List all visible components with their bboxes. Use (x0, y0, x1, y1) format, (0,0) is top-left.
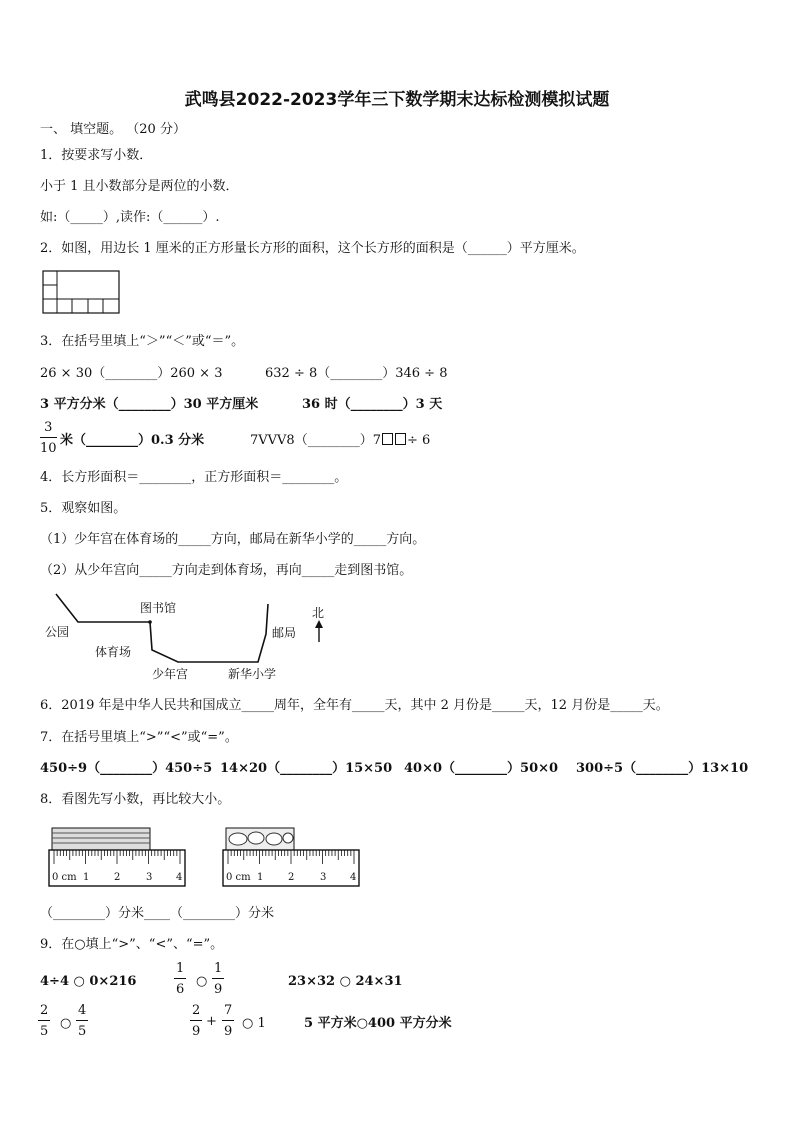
compare-item: 40×0（________）50×0 (404, 761, 559, 776)
ruler-tick-label: 0 cm (226, 872, 251, 883)
ruler-tick-label: 1 (83, 872, 90, 883)
north-label: 北 (312, 606, 325, 620)
ruler-tick-label: 4 (350, 872, 357, 883)
question-6-stem: 6．2019 年是中华人民共和国成立_____周年，全年有_____天，其中 2 月份是_____天，12 月份是_____天。 (40, 698, 669, 713)
section-heading: 一、 填空题。 （20 分） (40, 122, 186, 137)
compare-item: 632 ÷ 8（________）346 ÷ 8 (265, 366, 448, 381)
compare-item: 300÷5（________）13×10 (576, 761, 749, 776)
ruler-tick-label: 0 cm (52, 872, 77, 883)
fraction: $\frac{2}{9}$ (192, 1003, 201, 1039)
question-8-stem: 8．看图先写小数，再比较大小。 (40, 792, 231, 807)
ruler-tick-label: 1 (257, 872, 264, 883)
ruler-tick-label: 3 (320, 872, 327, 883)
map-label-post-office: 邮局 (272, 626, 297, 640)
fraction: $\frac{7}{9}$ (224, 1003, 233, 1039)
ruler-tick-label: 4 (176, 872, 183, 883)
compare-item: 5 平方米○400 平方分米 (304, 1016, 452, 1031)
compare-item: 4÷4 ○ 0×216 (40, 974, 137, 989)
question-5-part-1: （1）少年宫在体育场的_____方向，邮局在新华小学的_____方向。 (40, 532, 426, 547)
question-1-line: 小于 1 且小数部分是两位的小数． (40, 179, 239, 194)
compare-item: 14×20（________）15×50 (220, 761, 393, 776)
rectangle-grid-figure (42, 270, 122, 316)
compare-circle: ○ (60, 1016, 72, 1031)
map-label-park: 公园 (45, 625, 70, 639)
compare-item: 36 时（________）3 天 (302, 397, 443, 412)
question-7-stem: 7．在括号里填上“>”“<”或“=”。 (40, 730, 238, 745)
fraction: $\frac{3}{10}$ (40, 420, 57, 456)
compare-item: 26 × 30（________）260 × 3 (40, 366, 223, 381)
compare-circle: ○ (196, 974, 208, 989)
page-title: 武鸣县2022-2023学年三下数学期末达标检测模拟试题 (184, 90, 610, 110)
compare-item: 23×32 ○ 24×31 (288, 974, 403, 989)
question-1-answer: 如:（_____）,读作:（______）. (40, 210, 220, 225)
fraction: $\frac{2}{5}$ (40, 1003, 49, 1039)
question-1-stem: 1．按要求写小数． (40, 148, 153, 163)
blank-box (382, 433, 393, 445)
ruler-tick-label: 2 (114, 872, 121, 883)
blank-box (395, 433, 406, 445)
question-5-stem: 5．观察如图。 (40, 501, 127, 516)
compare-item: 7VVV8（________）7 ÷ 6 (250, 433, 431, 448)
question-9-stem: 9．在○填上“>”、“<”、“=”。 (40, 937, 224, 952)
compare-item: 3 平方分米（________）30 平方厘米 (40, 397, 259, 412)
compare-item: ○ 1 (242, 1016, 266, 1031)
map-label-library: 图书馆 (140, 601, 177, 615)
question-4-stem: 4．长方形面积＝________，正方形面积＝________。 (40, 470, 348, 485)
compare-item: 米（________）0.3 分米 (60, 433, 205, 448)
fraction: $\frac{1}{9}$ (214, 961, 223, 997)
question-5-part-2: （2）从少年宫向_____方向走到体育场，再向_____走到图书馆。 (40, 563, 413, 578)
map-label-stadium: 体育场 (95, 645, 132, 659)
ruler-tick-label: 3 (146, 872, 153, 883)
question-8-answer: （________）分米____（________）分米 (40, 906, 275, 921)
question-3-stem: 3．在括号里填上“＞”“＜”或“＝”。 (40, 334, 245, 349)
map-label-school: 新华小学 (228, 667, 277, 681)
fraction: $\frac{1}{6}$ (176, 961, 185, 997)
map-label-youth-palace: 少年宫 (152, 667, 189, 681)
compare-item: 450÷9（________）450÷5 (40, 761, 213, 776)
ruler-tick-label: 2 (288, 872, 295, 883)
question-2-stem: 2．如图，用边长 1 厘米的正方形量长方形的面积，这个长方形的面积是（______）平方厘米。 (40, 241, 585, 256)
fraction: $\frac{4}{5}$ (78, 1003, 87, 1039)
plus-sign: + (206, 1014, 217, 1029)
